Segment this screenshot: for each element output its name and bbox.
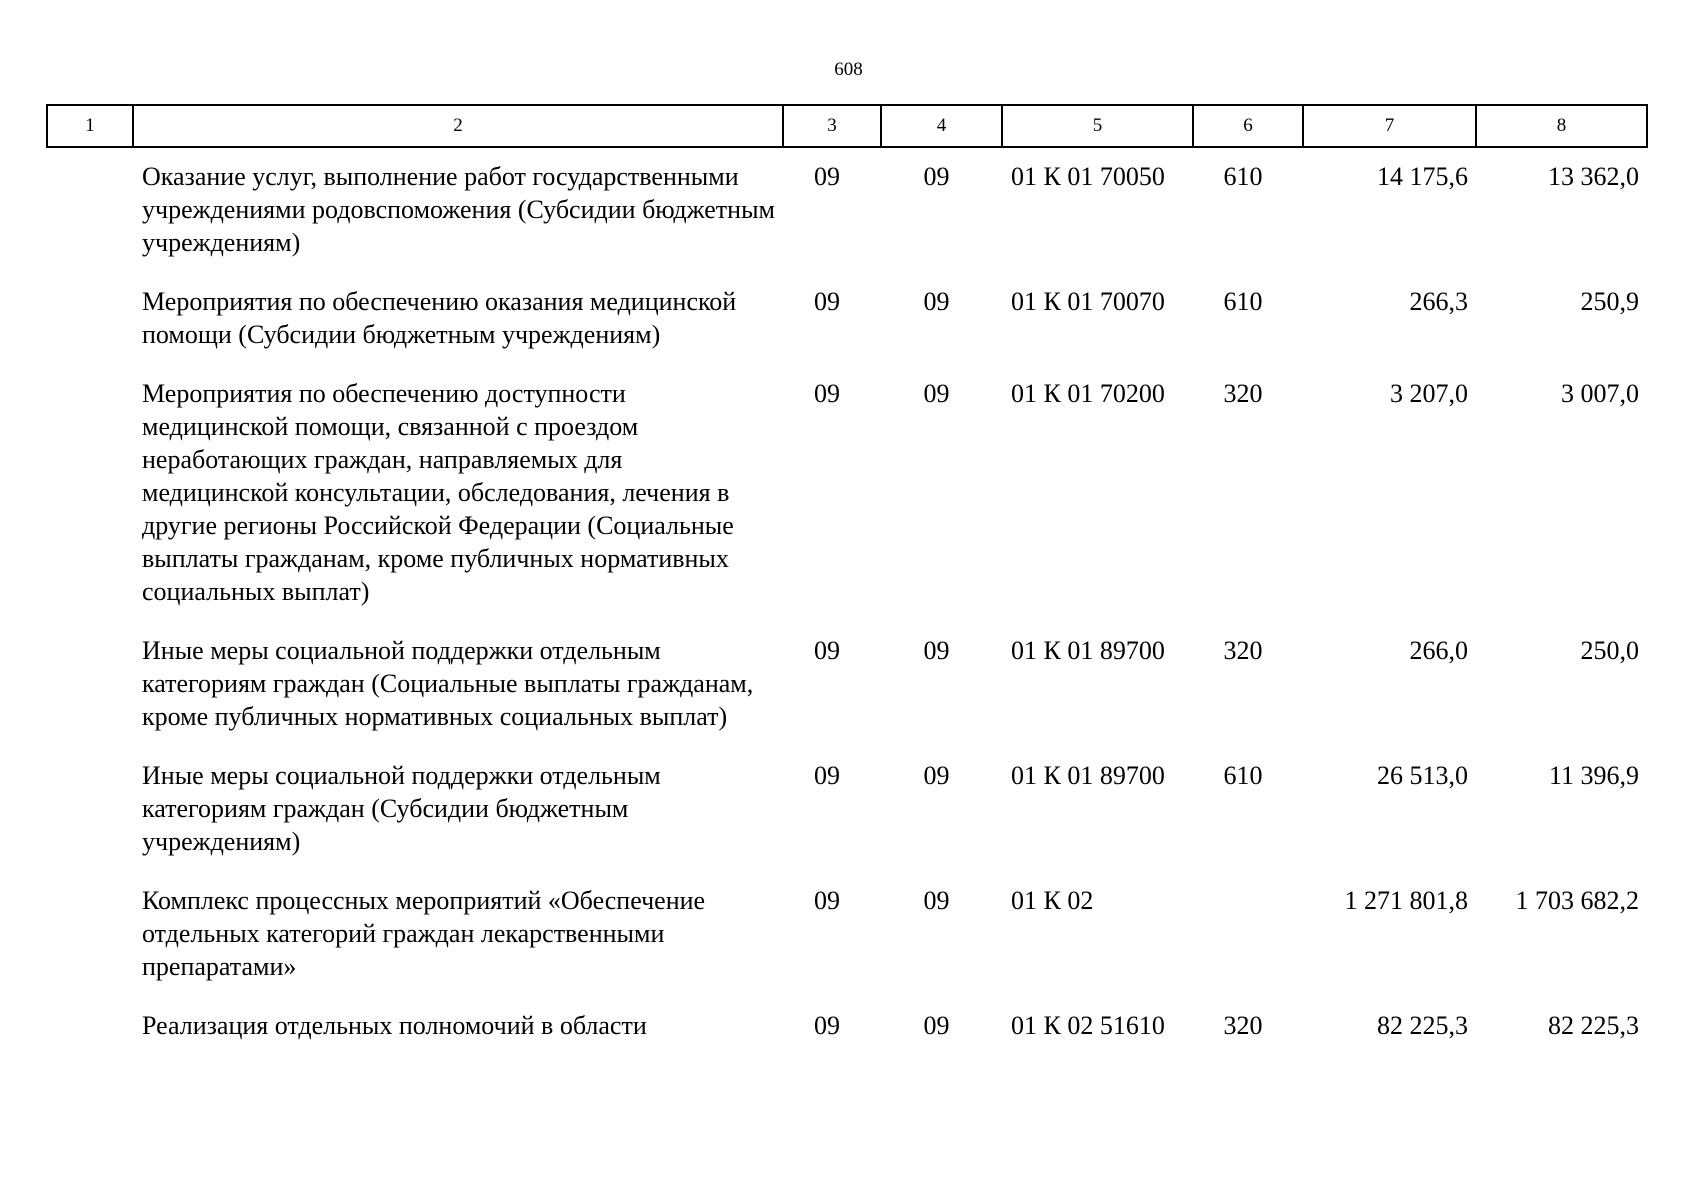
cell-expense-type	[1193, 872, 1303, 997]
cell-subsection: 09	[923, 162, 950, 191]
cell-subsection: 09	[923, 761, 950, 790]
cell-amount-2: 11 396,9	[1548, 761, 1639, 790]
cell-name: Оказание услуг, выполнение работ государственными учреждениями родовспоможения (Субсидии бюджетным учреждениям)	[142, 162, 775, 257]
cell-subsection: 09	[923, 886, 950, 915]
cell-target-article: 01 К 01 70200	[1011, 379, 1165, 408]
cell-subsection: 09	[923, 287, 950, 316]
cell-amount-1: 14 175,6	[1377, 162, 1468, 191]
cell-name: Мероприятия по обеспечению доступности медицинской помощи, связанной с проездом неработающих граждан, направляемых для медицинской консультации, обследования, лечения в другие регионы Российской Федерации (Социальные выплаты гражданам, кроме публичных нормативных социальных выплат)	[142, 379, 734, 606]
cell-amount-2: 250,9	[1580, 287, 1639, 316]
cell-name: Иные меры социальной поддержки отдельным категориям граждан (Субсидии бюджетным учреждениям)	[142, 761, 661, 856]
cell-target-article: 01 К 01 70070	[1011, 287, 1165, 316]
cell-col1	[47, 147, 133, 273]
cell-col1	[47, 273, 133, 365]
cell-target-article: 01 К 02 51610	[1011, 1011, 1165, 1040]
cell-section: 09	[814, 379, 840, 408]
table-header	[47, 105, 1647, 147]
cell-section: 09	[814, 287, 840, 316]
cell-expense-type: 320	[1223, 636, 1263, 665]
cell-subsection: 09	[923, 1011, 950, 1040]
table-row	[47, 872, 1647, 997]
cell-subsection: 09	[923, 636, 950, 665]
cell-amount-1: 3 207,0	[1390, 379, 1468, 408]
cell-section: 09	[814, 886, 840, 915]
cell-amount-2: 1 703 682,2	[1515, 886, 1639, 915]
cell-amount-2: 13 362,0	[1548, 162, 1639, 191]
table-row	[47, 365, 1647, 622]
cell-col1	[47, 365, 133, 622]
header-col-4: 4	[881, 105, 1002, 147]
cell-amount-1: 266,0	[1409, 636, 1468, 665]
table-row	[47, 622, 1647, 747]
header-row	[47, 105, 1647, 147]
cell-expense-type: 610	[1223, 162, 1263, 191]
cell-col1	[47, 622, 133, 747]
header-col-5: 5	[1002, 105, 1193, 147]
cell-section: 09	[814, 1011, 840, 1040]
cell-target-article: 01 К 01 89700	[1011, 761, 1165, 790]
header-col-3: 3	[783, 105, 881, 147]
table-row	[47, 997, 1647, 1056]
cell-amount-1: 1 271 801,8	[1344, 886, 1468, 915]
cell-name: Комплекс процессных мероприятий «Обеспечение отдельных категорий граждан лекарственными препаратами»	[142, 886, 706, 981]
header-col-1: 1	[47, 105, 133, 147]
cell-amount-1: 26 513,0	[1377, 761, 1468, 790]
cell-col1	[47, 872, 133, 997]
cell-amount-2: 3 007,0	[1561, 379, 1639, 408]
cell-col1	[47, 997, 133, 1056]
cell-amount-2: 250,0	[1580, 636, 1639, 665]
cell-section: 09	[814, 636, 840, 665]
cell-subsection: 09	[923, 379, 950, 408]
cell-section: 09	[814, 761, 840, 790]
cell-amount-1: 82 225,3	[1377, 1011, 1468, 1040]
cell-target-article: 01 К 01 89700	[1011, 636, 1165, 665]
cell-target-article: 01 К 01 70050	[1011, 162, 1165, 191]
cell-expense-type: 320	[1223, 1011, 1263, 1040]
cell-amount-2: 82 225,3	[1548, 1011, 1639, 1040]
header-col-2: 2	[133, 105, 783, 147]
header-col-6: 6	[1193, 105, 1303, 147]
header-col-7: 7	[1303, 105, 1476, 147]
cell-name: Мероприятия по обеспечению оказания медицинской помощи (Субсидии бюджетным учреждениям)	[142, 287, 737, 349]
cell-expense-type: 320	[1223, 379, 1263, 408]
table-body	[47, 147, 1647, 1056]
cell-name: Иные меры социальной поддержки отдельным категориям граждан (Социальные выплаты гражданам, кроме публичных нормативных социальных выплат)	[142, 636, 754, 731]
cell-name: Реализация отдельных полномочий в области	[142, 1011, 647, 1040]
table-row	[47, 147, 1647, 273]
cell-expense-type: 610	[1223, 761, 1263, 790]
cell-target-article: 01 К 02	[1011, 886, 1094, 915]
table-row	[47, 747, 1647, 872]
table-row	[47, 273, 1647, 365]
budget-table	[46, 104, 1648, 1056]
cell-amount-1: 266,3	[1409, 287, 1468, 316]
cell-col1	[47, 747, 133, 872]
cell-section: 09	[814, 162, 840, 191]
cell-expense-type: 610	[1223, 287, 1263, 316]
header-col-8: 8	[1476, 105, 1647, 147]
page-number: 608	[834, 59, 863, 80]
